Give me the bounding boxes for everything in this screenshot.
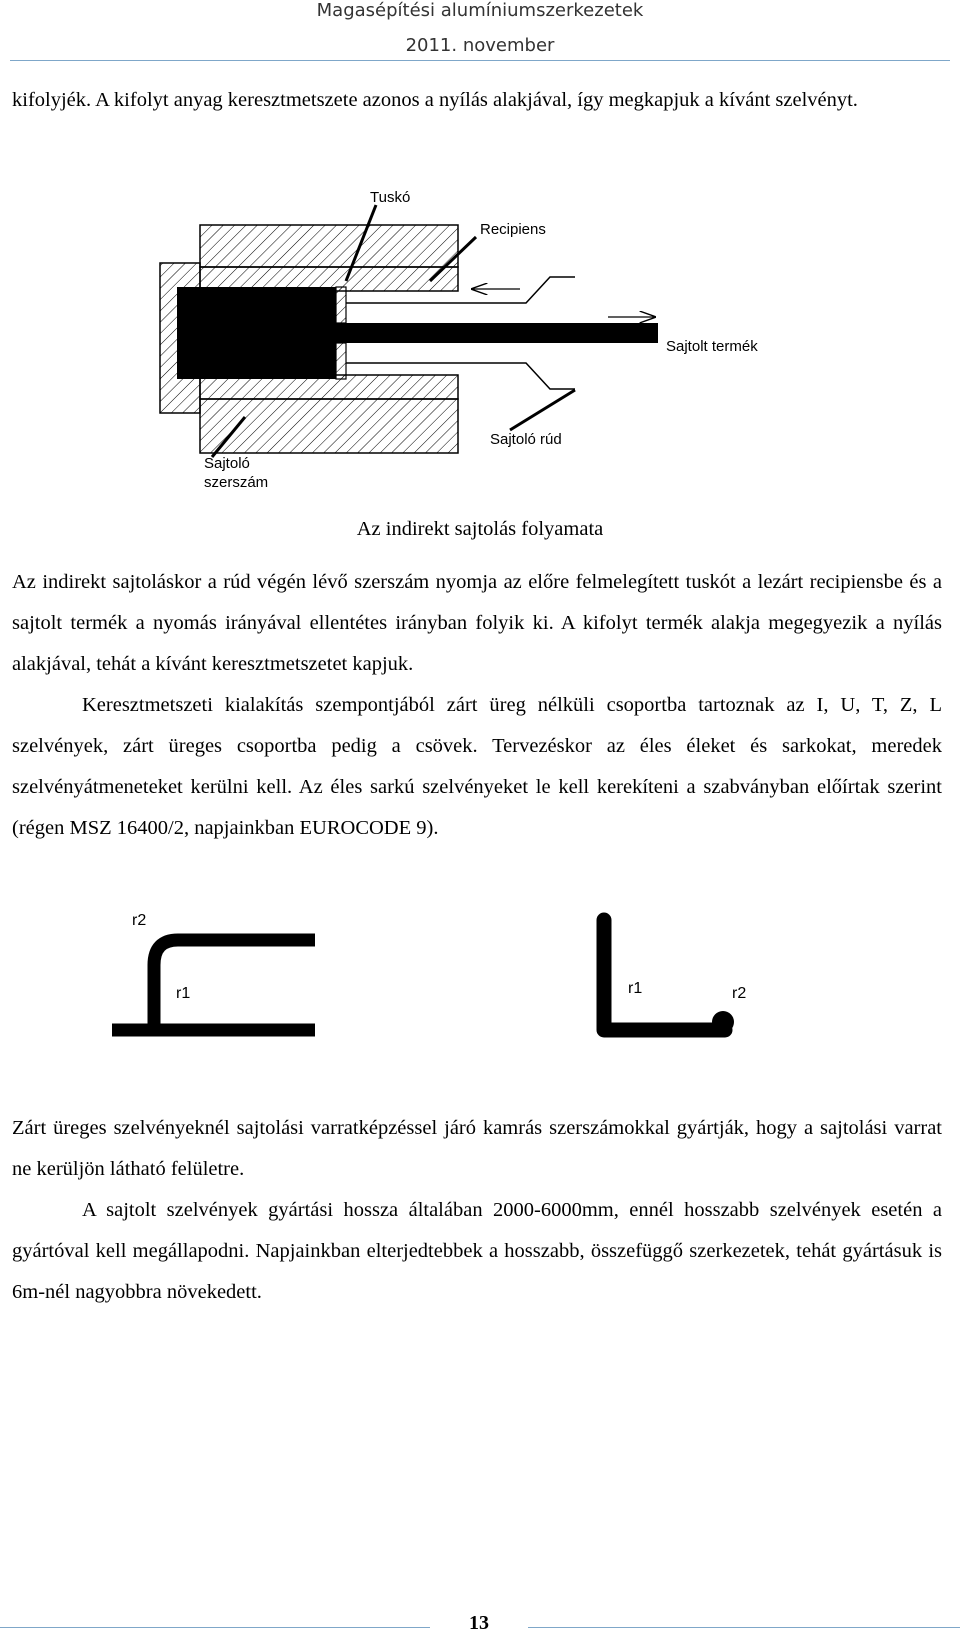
label-billet: Tuskó	[370, 189, 411, 206]
paragraph-length	[12, 1190, 942, 1313]
label-container: Recipiens	[480, 221, 546, 238]
label-ram: Sajtoló rúd	[490, 431, 562, 448]
page-number: 13	[469, 1612, 489, 1634]
paragraph-indirect: Az indirekt sajtoláskor a rúd végén lévő szerszám nyomja az előre felmelegített tuskót a lezárt recipiensbe és a sajtolt termék a nyomás irányával ellentétes irányban folyik ki. A kifolyt termék alakja megegyezik a nyílás alakjával, tehát a kívánt keresztmetszetet kapjuk.	[12, 571, 942, 675]
footer-rule-left	[0, 1627, 430, 1628]
paragraph-cross-section	[12, 685, 942, 849]
c-profile-r1-label: r1	[176, 985, 191, 1002]
label-die-line2: szerszám	[204, 474, 269, 491]
header-date: 2011. november	[405, 35, 555, 56]
header-title: Magasépítési alumíniumszerkezetek	[316, 0, 644, 21]
paragraph-intro: kifolyjék. A kifolyt anyag keresztmetszete azonos a nyílás alakjával, így megkapjuk a kívánt szelvényt.	[12, 89, 858, 111]
indirect-extrusion-diagram	[150, 185, 790, 495]
figure1-caption: Az indirekt sajtolás folyamata	[356, 518, 604, 540]
footer-rule-right	[528, 1627, 960, 1628]
paragraph-cross-section-text: Keresztmetszeti kialakítás szempontjából zárt üreg nélküli csoportba tartoznak az I, U, T, Z, L szelvények, zárt üreges csoportba pedig a csövek. Tervezéskor az éles éleket és sarkokat, meredek szelvényátmeneteket kerülni kell. Az éles sarkú szelvényeket le kell kerekíteni a szabványban előírtak szerint (régen MSZ 16400/2, napjainkban EUROCODE 9).	[12, 694, 942, 839]
label-die-line1: Sajtoló	[204, 455, 250, 472]
c-profile-shape	[112, 940, 315, 1030]
billet	[177, 287, 336, 379]
l-profile-r1-label: r1	[628, 980, 643, 997]
header-rule	[10, 60, 950, 61]
page-header	[0, 0, 960, 62]
page-footer	[0, 1612, 960, 1643]
paragraph-length-text: A sajtolt szelvények gyártási hossza általában 2000-6000mm, ennél hosszabb szelvények esetén a gyártóval kell megállapodni. Napjainkban elterjedtebbek a hosszabb, összefüggő szerkezetek, tehát gyártásuk is 6m-nél nagyobbra növekedett.	[12, 1199, 942, 1303]
l-profile-shape	[604, 920, 725, 1030]
profile-shapes-figure	[100, 905, 820, 1085]
container-top	[200, 225, 458, 291]
l-profile-r2-label: r2	[732, 985, 747, 1002]
extruded-product	[336, 323, 658, 343]
c-profile-r2-label: r2	[132, 912, 147, 929]
label-product: Sajtolt termék	[666, 338, 758, 355]
paragraph-closed: Zárt üreges szelvényeknél sajtolási varratképzéssel járó kamrás szerszámokkal gyártják, hogy a sajtolási varrat ne kerüljön látható felületre.	[12, 1117, 942, 1180]
l-profile-end-bulb	[712, 1011, 734, 1033]
container-bottom	[200, 375, 458, 453]
